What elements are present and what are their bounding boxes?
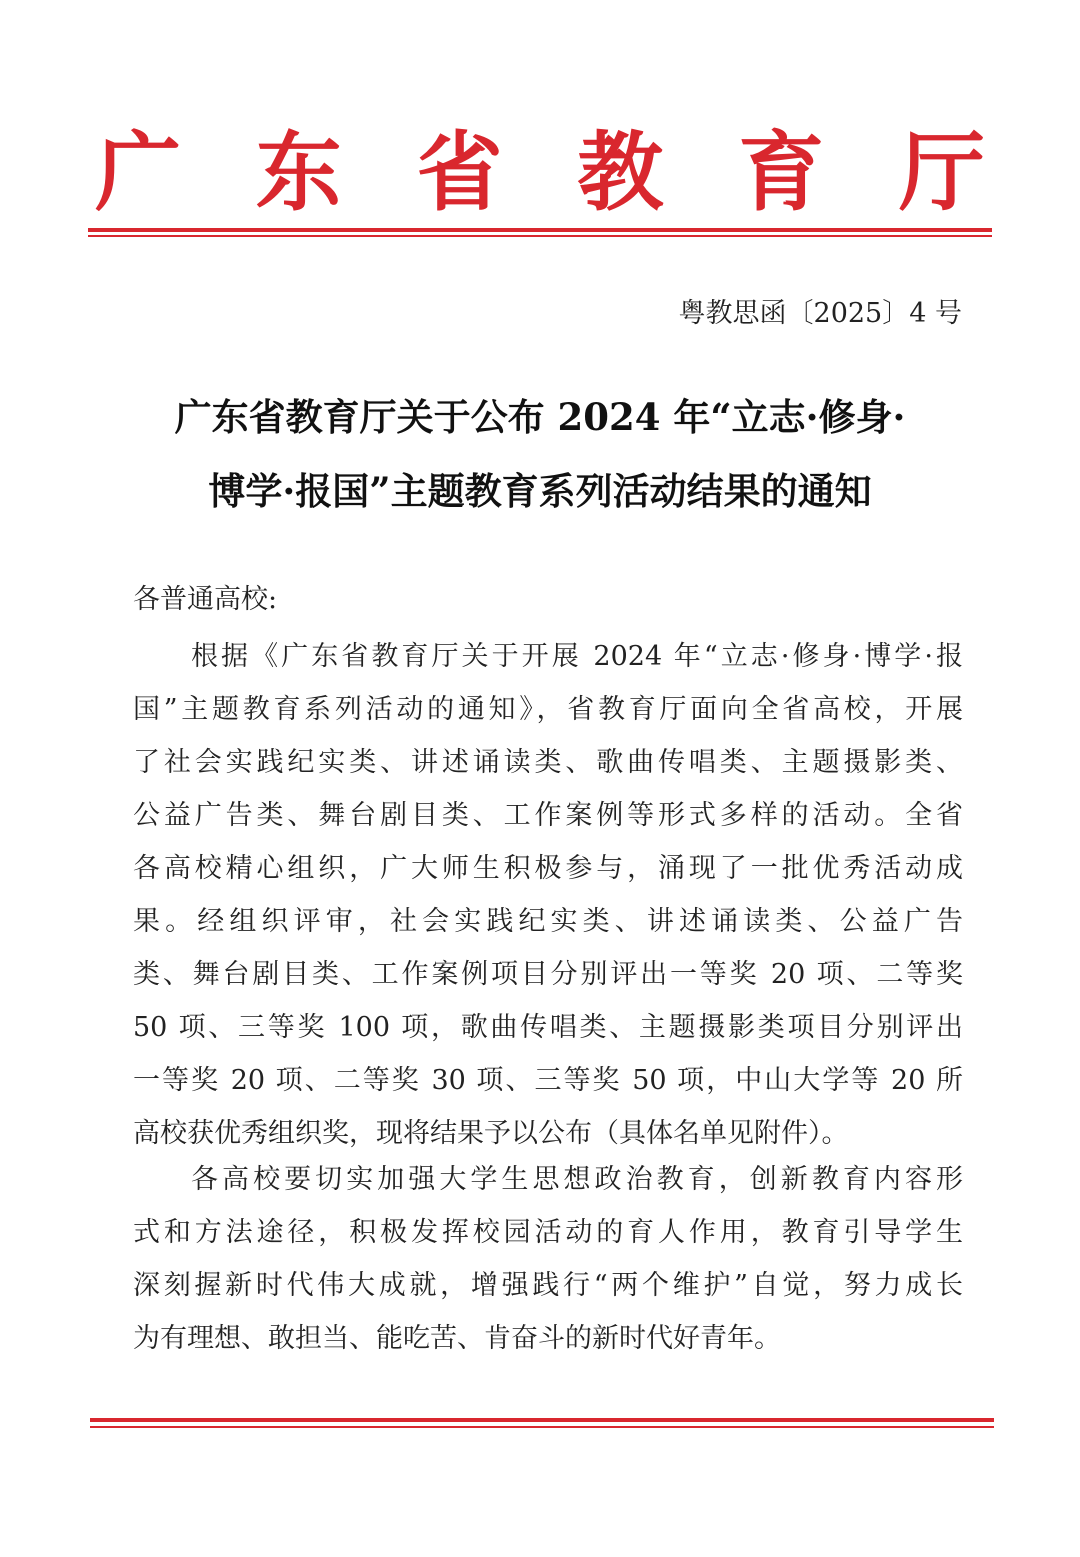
paragraph-line: 国”主题教育系列活动的通知》，省教育厅面向全省高校，开展 (133, 694, 963, 725)
masthead-char: 省 (416, 122, 503, 223)
paragraph-line: 各高校要切实加强大学生思想政治教育，创新教育内容形 (191, 1164, 963, 1195)
letterhead-masthead (95, 118, 985, 228)
title-line-1: 广东省教育厅关于公布 2024 年“立志·修身· (174, 395, 906, 439)
paragraph-line: 式和方法途径，积极发挥校园活动的育人作用，教育引导学生 (133, 1217, 963, 1248)
paragraph-line: 果。经组织评审，社会实践纪实类、讲述诵读类、公益广告 (133, 906, 963, 937)
paragraph-line: 50 项、三等奖 100 项，歌曲传唱类、主题摄影类项目分别评出 (133, 1012, 963, 1043)
title-line-2: 博学·报国”主题教育系列活动结果的通知 (208, 469, 872, 513)
masthead-char: 育 (738, 122, 825, 223)
paragraph-line: 根据《广东省教育厅关于开展 2024 年“立志·修身·博学·报 (191, 641, 963, 672)
paragraph-line: 为有理想、敢担当、能吃苦、肯奋斗的新时代好青年。 (133, 1323, 781, 1354)
footer-red-rule-thick (90, 1418, 994, 1422)
paragraph-line: 公益广告类、舞台剧目类、工作案例等形式多样的活动。全省 (133, 800, 963, 831)
masthead-char: 东 (255, 122, 342, 223)
paragraph-line: 类、舞台剧目类、工作案例项目分别评出一等奖 20 项、二等奖 (133, 959, 963, 990)
header-red-rule-thick (88, 228, 992, 232)
masthead-char: 广 (95, 122, 181, 223)
masthead-char: 教 (577, 122, 664, 223)
paragraph-line: 了社会实践纪实类、讲述诵读类、歌曲传唱类、主题摄影类、 (133, 747, 963, 778)
paragraph-line: 深刻握新时代伟大成就，增强践行“两个维护”自觉，努力成长 (133, 1270, 963, 1301)
masthead-char: 厅 (898, 122, 985, 223)
document-title (130, 380, 950, 528)
footer-red-rule-thin (90, 1426, 994, 1428)
paragraph-line: 各高校精心组织，广大师生积极参与，涌现了一批优秀活动成 (133, 853, 963, 884)
paragraph-line: 高校获优秀组织奖，现将结果予以公布（具体名单见附件）。 (133, 1118, 849, 1149)
paragraph-1 (133, 630, 963, 1160)
salutation: 各普通高校: (133, 584, 278, 615)
paragraph-line: 一等奖 20 项、二等奖 30 项、三等奖 50 项，中山大学等 20 所 (133, 1065, 963, 1096)
document-number: 粤教思函〔2025〕4 号 (678, 298, 962, 329)
header-red-rule-thin (88, 235, 992, 237)
paragraph-2 (133, 1153, 963, 1365)
